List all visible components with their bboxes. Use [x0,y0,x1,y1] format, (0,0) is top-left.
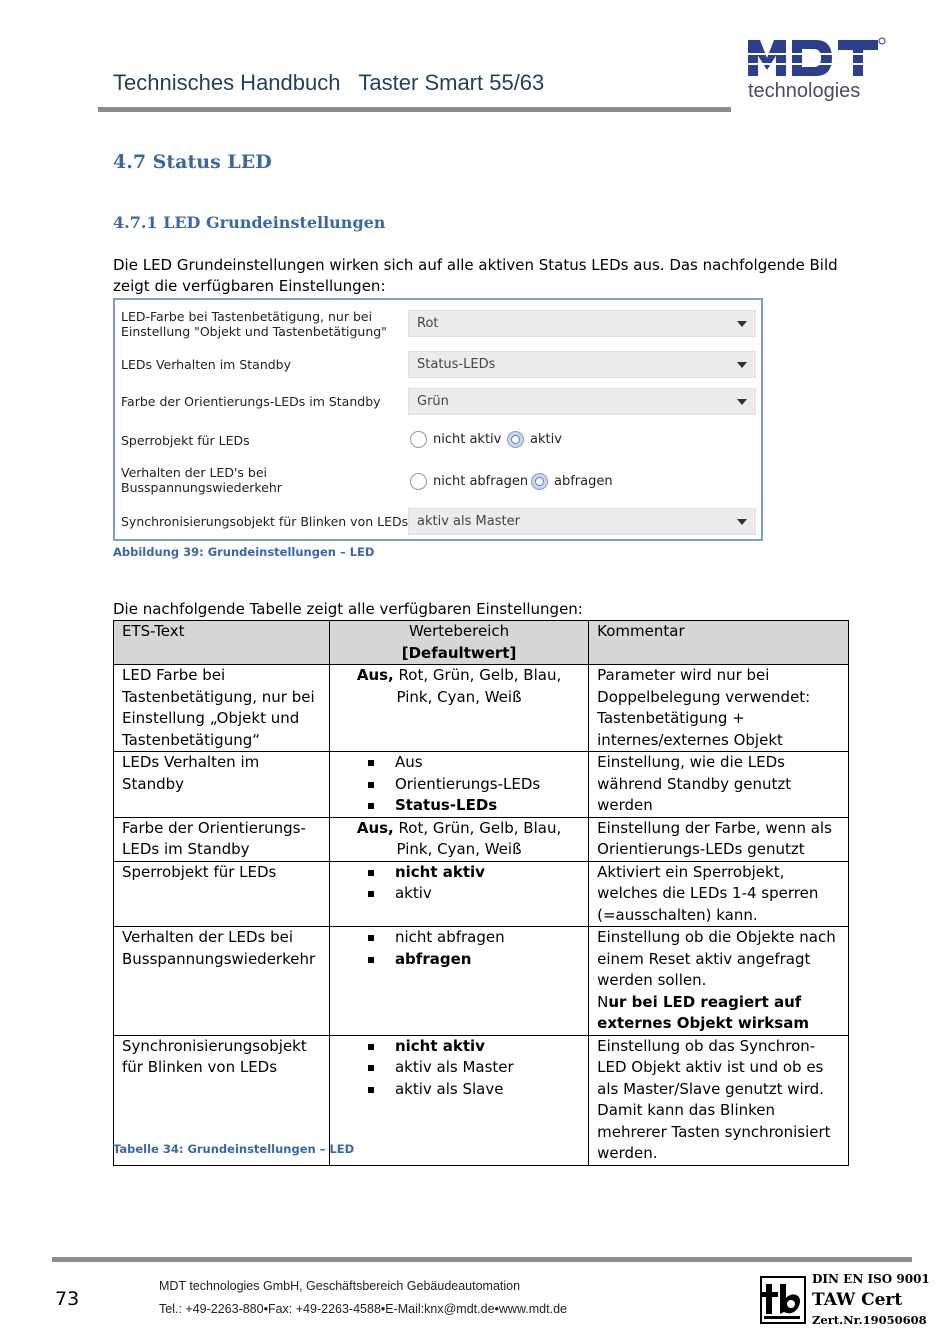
cert-name: TAW Cert [812,1290,903,1310]
cell-ets-text: LED Farbe bei Tastenbetätigung, nur bei Einstellung „Objekt und Tastenbetätigung“ [114,665,330,752]
chevron-down-icon [737,519,747,525]
cell-range [329,861,588,927]
cell-ets-text: Sperrobjekt für LEDs [114,861,330,927]
cell-ets-text: Verhalten der LEDs bei Busspannungswiederkehr [114,927,330,1036]
table-caption: Tabelle 34: Grundeinstellungen – LED [113,1142,355,1156]
comment-note [597,992,840,1035]
figure-caption: Abbildung 39: Grundeinstellungen – LED [113,545,375,559]
section-heading: 4.7 Status LED [113,151,272,173]
ets-select-led-color[interactable] [408,310,756,337]
chevron-down-icon [737,362,747,368]
cell-ets-text: Farbe der Orientierungs-LEDs im Standby [114,817,330,861]
cell-comment [589,927,849,1036]
cert-number: Zert.Nr.19050608 [812,1313,927,1327]
ets-label-lock-object: Sperrobjekt für LEDs [121,433,250,448]
table-row [114,861,849,927]
table-row [114,817,849,861]
ets-select-value: Status-LEDs [417,357,496,372]
cell-comment: Parameter wird nur bei Doppelbelegung verwendet: Tastenbetätigung + internes/externes Objekt [589,665,849,752]
cell-range [329,1035,588,1165]
header-title: Technisches Handbuch Taster Smart 55/63 [113,70,545,95]
cell-comment: Einstellung ob das Synchron-LED Objekt aktiv ist und ob es als Master/Slave genutzt wird. Damit kann das Blinken mehrerer Tasten synchronisiert werden. [589,1035,849,1165]
ets-label-bus-recovery: Verhalten der LED's bei Busspannungswiederkehr [121,465,282,495]
comment-note-first: N [597,992,609,1011]
footer-rule [52,1257,912,1262]
ets-select-value: Rot [417,316,439,331]
ets-select-orientation-color[interactable] [408,388,756,415]
page-number: 73 [55,1288,80,1310]
cell-ets-text: Synchronisierungsobjekt für Blinken von LEDs [114,1035,330,1165]
default-value: Aus, [356,818,394,837]
comment-note-bold: ur bei LED reagiert auf externes Objekt wirksam [597,992,809,1032]
subsection-heading: 4.7.1 LED Grundeinstellungen [113,213,386,232]
cell-range [329,927,588,1036]
range-option-default: abfragen [368,949,580,971]
ets-select-value: Grün [417,394,449,409]
ets-label-standby: LEDs Verhalten im Standby [121,357,292,372]
header-default-label: [Defaultwert] [401,643,517,662]
radio-lock-inactive[interactable] [410,431,427,448]
cell-comment: Aktiviert ein Sperrobjekt, welches die LEDs 1-4 sperren (=ausschalten) kann. [589,861,849,927]
range-option-default: Status-LEDs [368,795,580,817]
radio-label: abfragen [554,474,613,489]
cell-comment: Einstellung, wie die LEDs während Standby genutzt werden [589,752,849,818]
range-option-default: nicht aktiv [368,862,580,884]
ets-parameter-panel [113,298,763,541]
range-option: Orientierungs-LEDs [368,774,580,796]
settings-table [113,620,849,1166]
ets-label-led-color: LED-Farbe bei Tastenbetätigung, nur bei Einstellung "Objekt und Tastenbetätigung" [121,309,387,339]
range-option: nicht abfragen [368,927,580,949]
default-value: Aus, [356,666,394,684]
radio-query[interactable] [531,473,548,490]
table-header-ets: ETS-Text [114,621,330,665]
radio-lock-active[interactable] [507,431,524,448]
table-row [114,665,849,752]
logo-subtitle: technologies [748,80,861,102]
chevron-down-icon [737,399,747,405]
cell-range [329,817,588,861]
ets-select-sync-object[interactable] [408,508,756,535]
certificate-seal-icon [762,1278,804,1322]
footer-company: MDT technologies GmbH, Geschäftsbereich Gebäudeautomation [159,1279,521,1293]
range-option: aktiv als Slave [368,1079,580,1101]
radio-label: aktiv [530,432,562,447]
radio-no-query[interactable] [410,473,427,490]
cell-comment: Einstellung der Farbe, wenn als Orientierungs-LEDs genutzt [589,817,849,861]
intro-paragraph: Die LED Grundeinstellungen wirken sich auf alle aktiven Status LEDs aus. Das nachfolgende Bild zeigt die verfügbaren Einstellungen: [113,256,838,295]
table-header-row [114,621,849,665]
ets-select-standby[interactable] [408,351,756,378]
ets-select-value: aktiv als Master [417,514,520,529]
ets-label-sync-object: Synchronisierungsobjekt für Blinken von LEDs [121,514,409,529]
radio-label: nicht abfragen [433,474,529,489]
table-header-range [329,621,588,665]
radio-label: nicht aktiv [433,432,502,447]
footer-contact: Tel.: +49-2263-880•Fax: +49-2263-4588•E-Mail:knx@mdt.de•www.mdt.de [159,1302,567,1316]
range-values: Rot, Grün, Gelb, Blau, Pink, Cyan, Weiß [393,666,562,706]
cell-range [329,665,588,752]
ets-label-orientation-color: Farbe der Orientierungs-LEDs im Standby [121,394,381,409]
header-rule [98,107,731,112]
comment-text: Einstellung ob die Objekte nach einem Reset aktiv angefragt werden sollen. [597,928,836,989]
cell-range [329,752,588,818]
range-option: aktiv [368,883,580,905]
cert-standard: DIN EN ISO 9001 [812,1272,930,1286]
taw-cert-logo [760,1276,806,1324]
header-range-label: Wertebereich [408,622,510,640]
table-row [114,752,849,818]
range-option: Aus [368,752,580,774]
range-option: aktiv als Master [368,1057,580,1079]
range-option-default: nicht aktiv [368,1036,580,1058]
table-row [114,927,849,1036]
cell-ets-text: LEDs Verhalten im Standby [114,752,330,818]
range-values: Rot, Grün, Gelb, Blau, Pink, Cyan, Weiß [393,818,562,858]
table-intro: Die nachfolgende Tabelle zeigt alle verfügbaren Einstellungen: [113,600,583,618]
chevron-down-icon [737,321,747,327]
table-header-comment: Kommentar [589,621,849,665]
